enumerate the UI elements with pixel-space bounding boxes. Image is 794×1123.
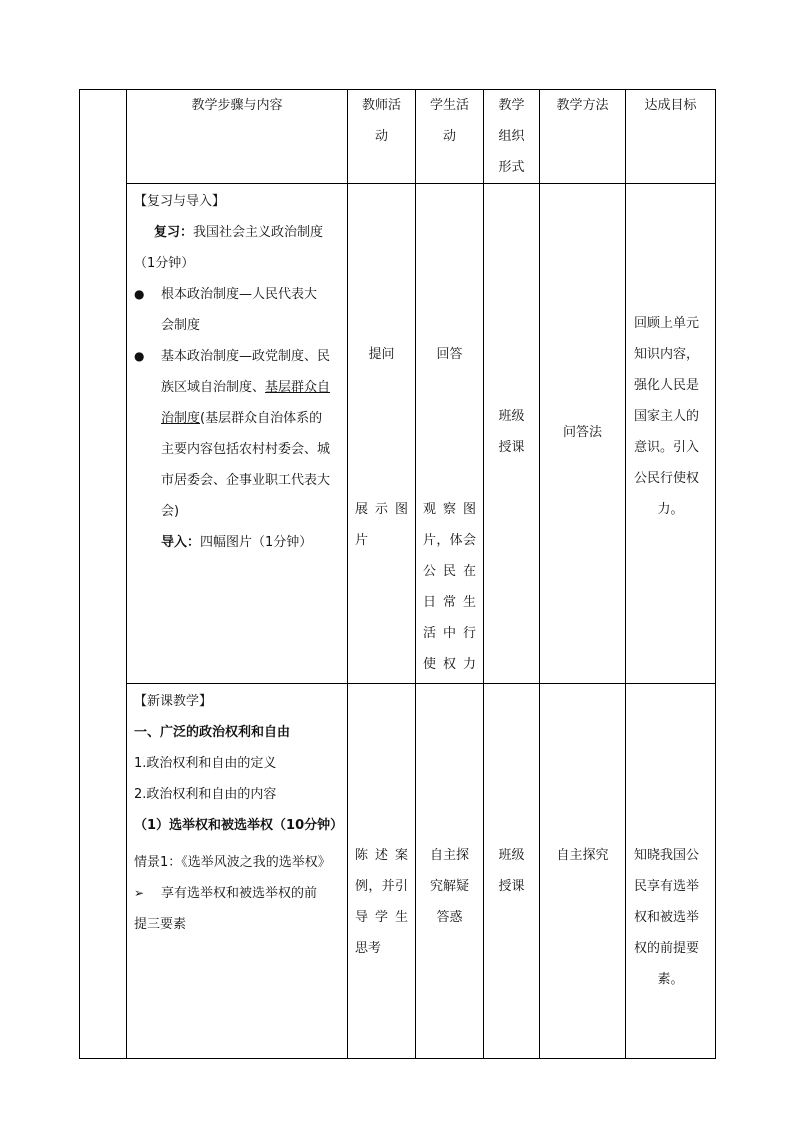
new-lesson-teacher-cell: 陈述案 例，并引 导学生 思考 xyxy=(348,684,416,1059)
review-method-cell: 问答法 xyxy=(540,184,626,684)
scenario-line: 情景1：《选举风波之我的选举权》 xyxy=(134,855,331,870)
new-lesson-row xyxy=(80,684,716,1059)
student-observe: 观察图 片，体会 公民在 日常生 活中行 使权力 xyxy=(423,502,476,672)
new-lesson-section-title: 【新课教学】 xyxy=(134,694,213,709)
new-lesson-method-cell: 自主探究 xyxy=(540,684,626,1059)
new-lesson-organization-cell: 班级 授课 xyxy=(484,684,540,1059)
header-teacher-activity: 教师活 动 xyxy=(348,90,416,184)
new-lesson-content-cell: 【新课教学】 一、广泛的政治权利和自由 1.政治权利和自由的定义 2.政治权利和自由的内容 （1）选举权和被选举权（10分钟） 情景1：《选举风波之我的选举权》 ➢ 享有选举权和被选举权的前 提三要素 xyxy=(127,684,348,1059)
lesson-plan-table xyxy=(79,89,716,1059)
bullet-dot-icon: ● xyxy=(134,349,145,363)
review-content-cell xyxy=(127,184,348,684)
header-organization-form: 教学 组织 形式 xyxy=(484,90,540,184)
bullet-item-2: ● 基本政治制度—政党制度、民 族区域自治制度、基层群众自 治制度(基层群众自治体系的 主要内容包括农村村委会、城 市居委会、企事业职工代表大 会) xyxy=(134,341,341,527)
new-lesson-heading: 一、广泛的政治权利和自由 xyxy=(134,725,291,740)
review-time: （1分钟） xyxy=(134,256,195,271)
student-answer: 回答 xyxy=(436,347,463,362)
bullet-item-1: ● 根本政治制度—人民代表大 会制度 xyxy=(134,279,341,341)
header-row xyxy=(80,90,716,184)
review-line: 复习：我国社会主义政治制度 xyxy=(154,225,324,240)
new-lesson-student-cell: 自主探 究解疑 答惑 xyxy=(416,684,484,1059)
review-goal-cell: 回顾上单元 知识内容， 强化人民是 国家主人的 意识。引入 公民行使权 力。 xyxy=(626,184,716,684)
header-student-activity: 学生活 动 xyxy=(416,90,484,184)
intro-line: 导入：四幅图片（1分钟） xyxy=(161,535,313,550)
review-section-title: 【复习与导入】 xyxy=(134,194,226,209)
left-margin-column xyxy=(80,90,127,1059)
review-row xyxy=(80,184,716,684)
header-steps-content: 教学步骤与内容 xyxy=(127,90,348,184)
review-teacher-cell xyxy=(348,184,416,684)
teacher-show-pictures: 展示图 片 xyxy=(355,502,408,548)
bullet-dot-icon: ● xyxy=(134,287,145,301)
header-goal: 达成目标 xyxy=(626,90,716,184)
arrow-bullet-icon: ➢ xyxy=(134,886,145,900)
review-student-cell xyxy=(416,184,484,684)
teacher-ask: 提问 xyxy=(368,347,395,362)
arrow-point: ➢ 享有选举权和被选举权的前 xyxy=(134,878,341,909)
new-lesson-goal-cell: 知晓我国公 民享有选举 权和被选举 权的前提要 素。 xyxy=(626,684,716,1059)
review-organization-cell: 班级 授课 xyxy=(484,184,540,684)
header-teaching-method: 教学方法 xyxy=(540,90,626,184)
